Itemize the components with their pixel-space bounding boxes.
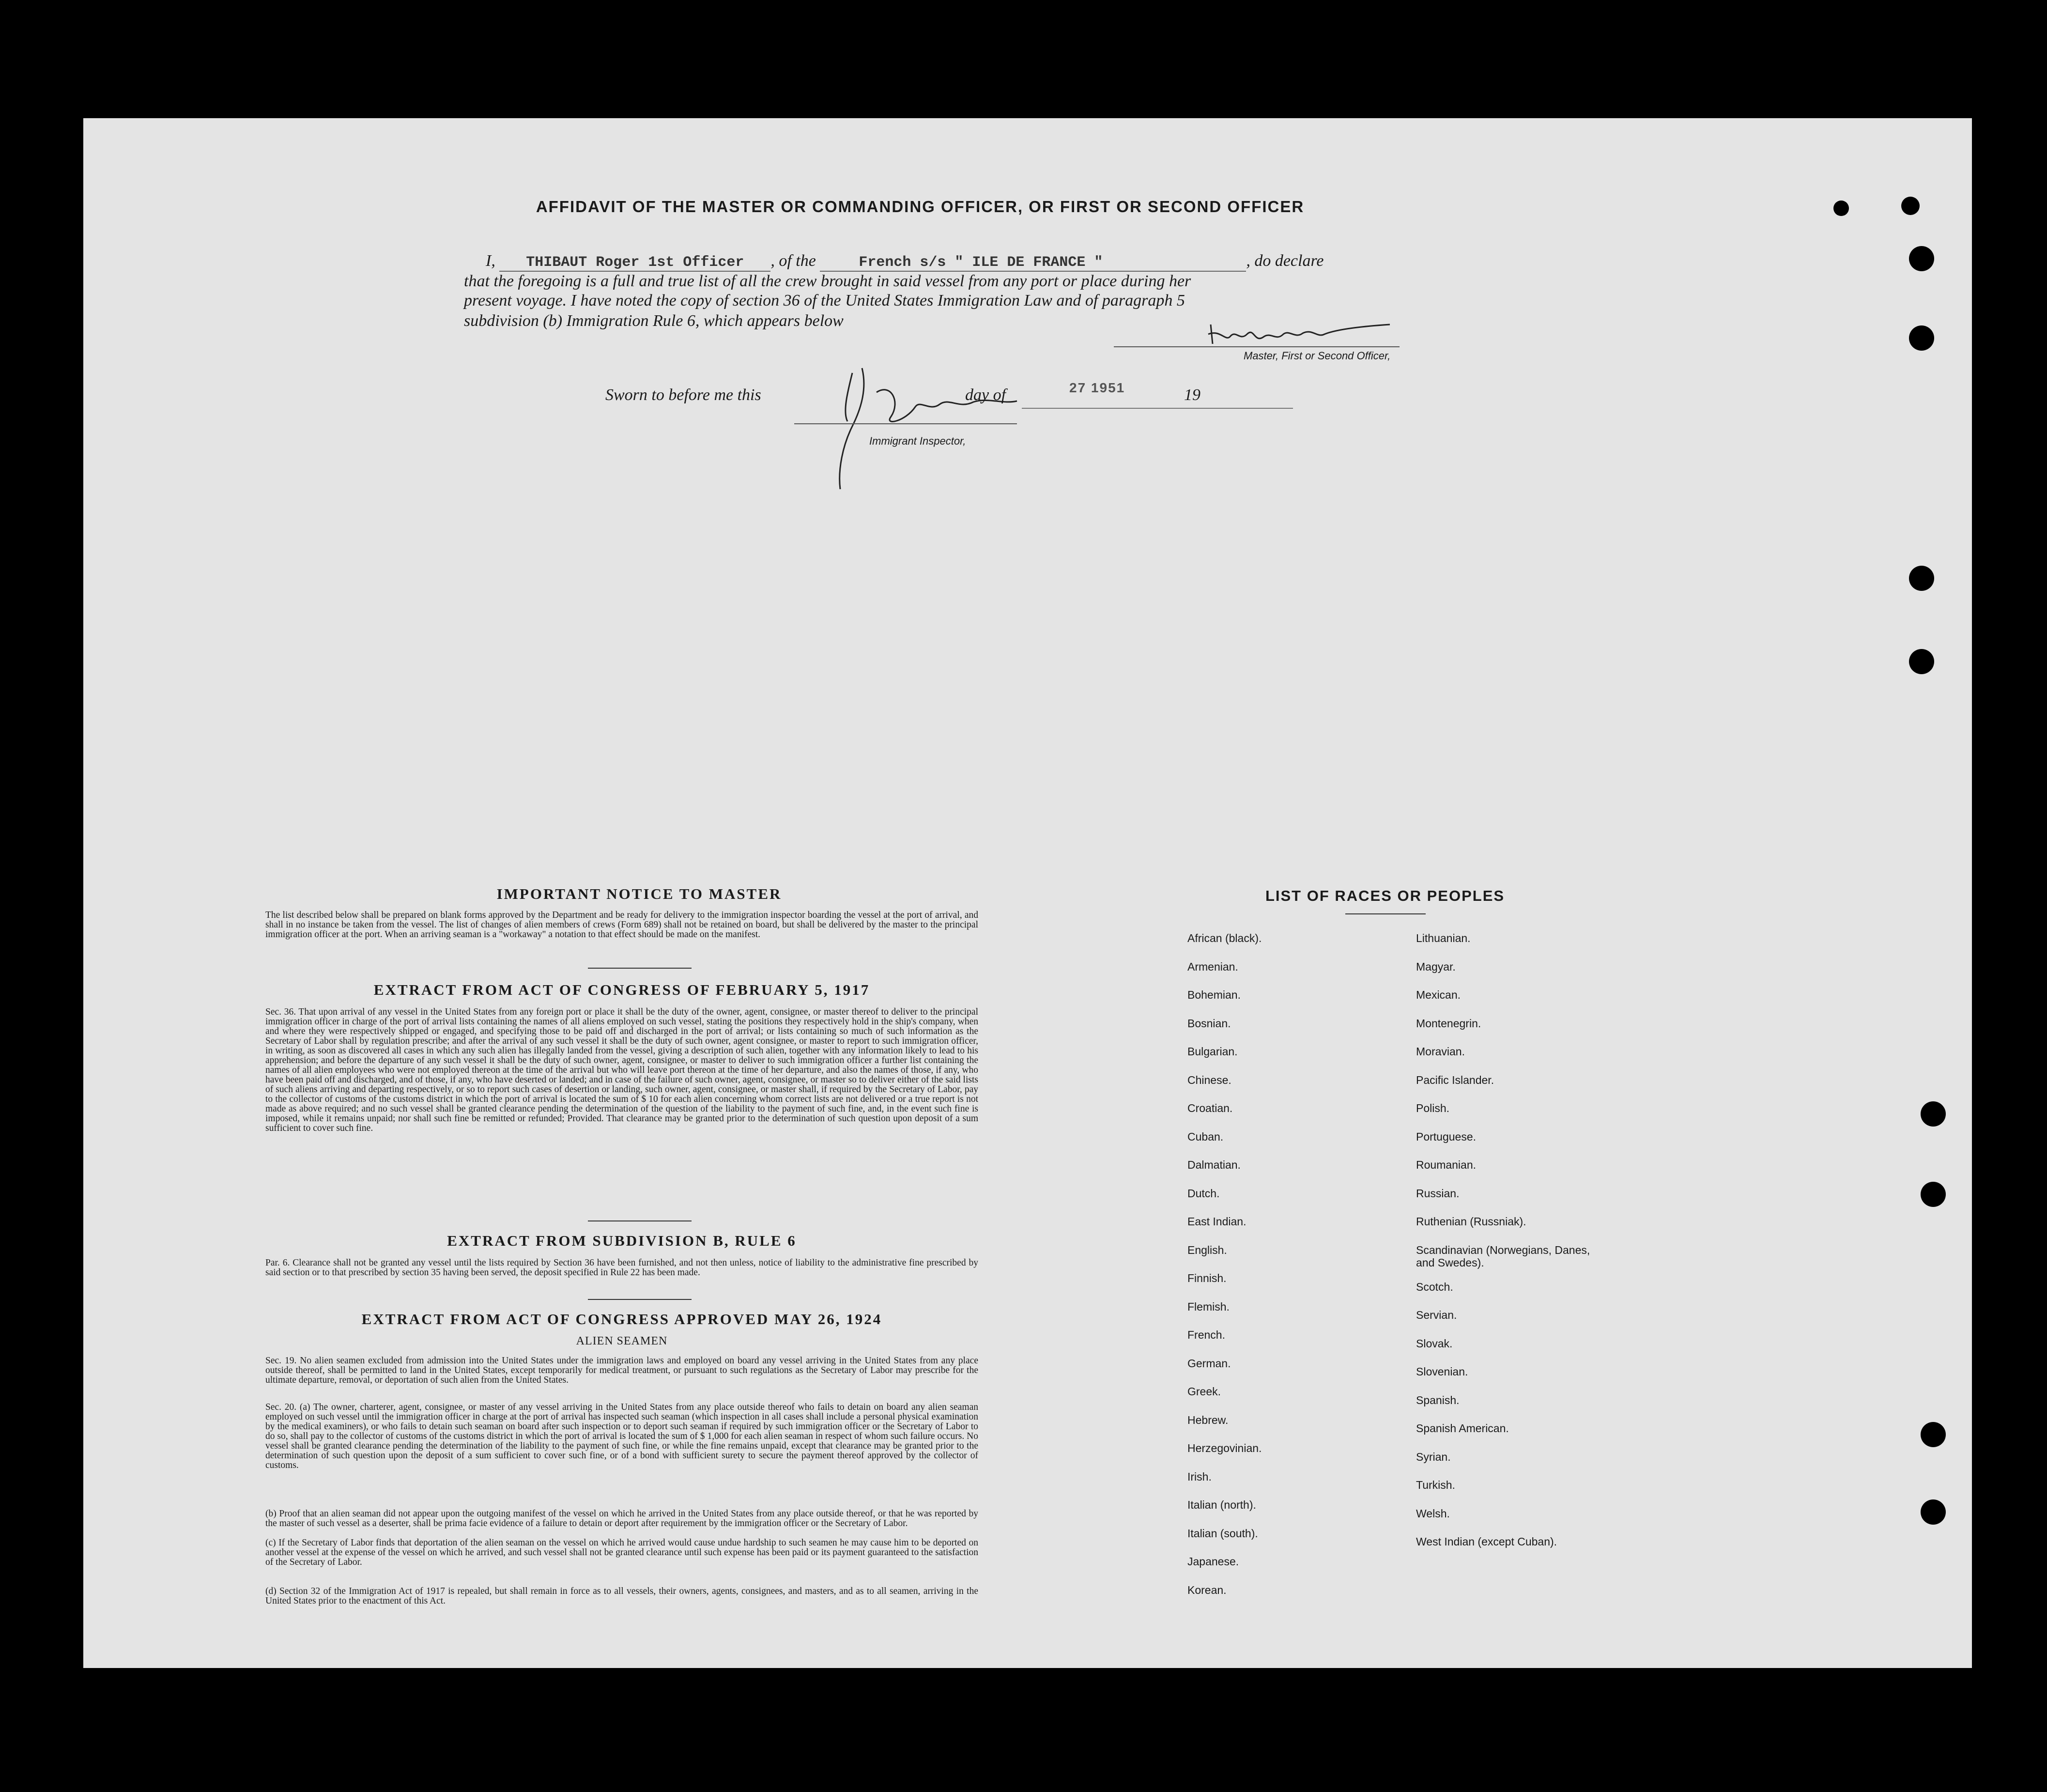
notice-title: IMPORTANT NOTICE TO MASTER <box>496 885 782 902</box>
race-item: Croatian. <box>1187 1102 1233 1114</box>
binder-hole <box>1921 1422 1946 1447</box>
notice-body: The list described below shall be prepared on blank forms approved by the Department and be ready for delivery to the immigration inspector boarding the vessel at the port of arrival, and shall in no instance be taken from the vessel. The list of changes of alien members of crews (Form 689) shall not be retained on board, but shall be delivered by the master to the principal immigration officer at the port. When an arriving seaman is a "workaway" a notation to that effect should be made on the manifest. <box>265 910 978 940</box>
race-item: Finnish. <box>1187 1272 1227 1284</box>
affidavit-line-2: that the foregoing is a full and true list of all the crew brought in said vessel from any port or place during her <box>464 272 1191 290</box>
binder-hole <box>1909 649 1934 674</box>
race-item: Magyar. <box>1416 960 1456 973</box>
race-item: Ruthenian (Russniak). <box>1416 1215 1526 1228</box>
race-item: Polish. <box>1416 1102 1450 1114</box>
race-item: Cuban. <box>1187 1130 1224 1143</box>
extract-1924-sec20c: (c) If the Secretary of Labor finds that deportation of the alien seaman on the vessel on which he arrived would cause undue hardship to such seamen he may cause him to be deported on another vessel at the expense of the vessel on which he arrived, and such vessel shall not be granted clearance until such expense has been paid or its payment guaranteed to the satisfaction of the Secretary of Labor. <box>265 1538 978 1567</box>
race-item: Bulgarian. <box>1187 1045 1238 1058</box>
races-title: LIST OF RACES OR PEOPLES <box>1265 887 1505 904</box>
race-item: Korean. <box>1187 1583 1227 1596</box>
race-item: Armenian. <box>1187 960 1238 973</box>
race-item: Spanish. <box>1416 1393 1460 1406</box>
rule-6-body: Par. 6. Clearance shall not be granted any vessel until the lists required by Section 36 have been furnished, and not then unless, notice of liability to the administrative fine prescribed by said section or to that prescribed by section 35 having been served, the deposit specified in Rule 22 has been made. <box>265 1258 978 1278</box>
race-item: Moravian. <box>1416 1045 1465 1058</box>
races-right-column <box>1416 932 1590 1564</box>
extract-1924-subtitle: ALIEN SEAMEN <box>576 1335 668 1347</box>
affidavit-line-1 <box>486 252 1324 272</box>
race-item: Hebrew. <box>1187 1413 1229 1426</box>
race-item: German. <box>1187 1357 1231 1370</box>
race-item: Russian. <box>1416 1187 1460 1200</box>
affidavit-line1-prefix: I, <box>486 252 495 270</box>
race-item: Scotch. <box>1416 1280 1453 1293</box>
sworn-date-stamp: 27 1951 <box>1069 380 1125 395</box>
binder-hole <box>1921 1182 1946 1207</box>
race-item: Spanish American. <box>1416 1422 1509 1435</box>
race-item: Irish. <box>1187 1470 1212 1483</box>
races-title-rule <box>1345 913 1426 914</box>
race-item: Japanese. <box>1187 1555 1239 1568</box>
race-item: West Indian (except Cuban). <box>1416 1535 1557 1548</box>
race-item: Italian (south). <box>1187 1527 1258 1540</box>
master-signature-caption: Master, First or Second Officer, <box>1244 350 1391 362</box>
race-item: Portuguese. <box>1416 1130 1477 1143</box>
binder-hole <box>1921 1101 1946 1127</box>
race-item: Dalmatian. <box>1187 1159 1241 1171</box>
race-item: English. <box>1187 1243 1227 1256</box>
race-item: Roumanian. <box>1416 1159 1477 1171</box>
extract-1924-sec20d: (d) Section 32 of the Immigration Act of 1917 is repealed, but shall remain in force as to all vessels, their owners, agents, consignees, and masters, and as to all seamen, arriving in the United States prior to the enactment of this Act. <box>265 1586 978 1606</box>
sworn-day-label: day of <box>965 386 1006 404</box>
section-divider <box>588 968 692 969</box>
race-item: Bosnian. <box>1187 1017 1231 1030</box>
extract-1924-sec20b: (b) Proof that an alien seaman did not appear upon the outgoing manifest of the vessel on which he arrived in the United States from any place outside thereof, or that he was reported by the master of such vessel as a deserter, shall be prima facie evidence of a failure to detain or deport after requirement by the immigration officer or the Secretary of Labor. <box>265 1509 978 1529</box>
section-divider <box>588 1299 692 1300</box>
race-item: African (black). <box>1187 932 1262 944</box>
race-item: Scandinavian (Norwegians, Danes, and Swedes). <box>1416 1243 1590 1269</box>
race-item: Turkish. <box>1416 1479 1455 1491</box>
extract-1924-sec19: Sec. 19. No alien seamen excluded from admission into the United States under the immigration laws and employed on board any vessel arriving in the United States from any place outside thereof, shall be permitted to land in the United States, except temporarily for medical treatment, or pursuant to such regulations as the Secretary of Labor may prescribe for the ultimate departure, removal, or deportation of such alien from the United States. <box>265 1356 978 1385</box>
race-item: Syrian. <box>1416 1450 1451 1463</box>
section-divider <box>588 1220 692 1221</box>
binder-hole <box>1901 197 1920 215</box>
race-item: Pacific Islander. <box>1416 1073 1494 1086</box>
binder-hole <box>1909 325 1934 351</box>
race-item: East Indian. <box>1187 1215 1247 1228</box>
sworn-year-prefix: 19 <box>1184 386 1200 404</box>
race-item: Flemish. <box>1187 1300 1230 1313</box>
binder-hole <box>1833 201 1849 216</box>
race-item: Italian (north). <box>1187 1498 1256 1511</box>
affidavit-line1-mid: , of the <box>770 252 816 270</box>
race-item: Slovenian. <box>1416 1365 1468 1378</box>
master-signature <box>1109 315 1400 354</box>
extract-1917-title: EXTRACT FROM ACT OF CONGRESS OF FEBRUARY 5, 1917 <box>373 981 870 998</box>
officer-name-field <box>499 252 770 272</box>
race-item: Bohemian. <box>1187 989 1241 1001</box>
race-item: Montenegrin. <box>1416 1017 1481 1030</box>
vessel-field <box>820 252 1246 272</box>
race-item: Servian. <box>1416 1309 1457 1321</box>
binder-hole <box>1921 1499 1946 1525</box>
race-item: Herzegovinian. <box>1187 1442 1262 1454</box>
race-item: Chinese. <box>1187 1073 1231 1086</box>
inspector-signature <box>794 363 1065 494</box>
race-item: Welsh. <box>1416 1507 1450 1520</box>
affidavit-line1-suffix: , do declare <box>1246 252 1324 270</box>
extract-1924-title: EXTRACT FROM ACT OF CONGRESS APPROVED MAY 26, 1924 <box>361 1311 882 1328</box>
officer-name: THIBAUT Roger 1st Officer <box>526 254 744 271</box>
race-item: French. <box>1187 1329 1225 1341</box>
race-item: Lithuanian. <box>1416 932 1471 944</box>
extract-1917-body: Sec. 36. That upon arrival of any vessel in the United States from any foreign port or place it shall be the duty of the owner, agent, consignee, or master thereof to deliver to the principal immigration officer in charge of the port of arrival lists containing the names of all aliens employed on such vessel, stating the positions they respectively hold in the ship's company, when and where they were respectively shipped or engaged, and specifying those to be paid off and discharged in the port of arrival; or lists containing so much of such information as the Secretary of Labor shall by regulation prescribe; and after the arrival of any such vessel it shall be the duty of such owner, agent consignee, or master to report to such immigration officer, in writing, as soon as discovered all cases in which any such alien has illegally landed from the vessel, giving a description of such alien, together with any information likely to lead to his apprehension; and before the departure of any such vessel it shall be the duty of such owner, agent, consignee, or master to deliver to such immigration officer a further list containing the names of all alien employees who were not employed thereon at the time of the arrival but who will leave port thereon at the time of her departure, and also the names of those, if any, who have been paid off and discharged, and of those, if any, who have deserted or landed; and in case of the failure of such owner, agent, consignee, or master so to deliver either of the said lists of such aliens arriving and departing respectively, or so to report such cases of desertion or landing, such owner, agent, consignee, or master shall, if required by the Secretary of Labor, pay to the collector of customs of the customs district in which the port of arrival is located the sum of $ 10 for each alien concerning whom correct lists are not delivered or a true report is not made as above required; and no such vessel shall be granted clearance pending the determination of the question of the liability to the payment of such fine, and, in the event such fine is imposed, while it remains unpaid; nor shall such fine be remitted or refunded; Provided. That clearance may be granted prior to the determination of such question upon deposit of a sum sufficient to cover such fine. <box>265 1007 978 1133</box>
affidavit-line-4: subdivision (b) Immigration Rule 6, which appears below <box>464 312 844 330</box>
races-left-column <box>1187 932 1262 1612</box>
extract-1924-sec20a: Sec. 20. (a) The owner, charterer, agent, consignee, or master of any vessel arriving in the United States from any place outside thereof who fails to detain on board any alien seaman employed on such vessel until the immigration officer in charge at the port of arrival has inspected such seaman (which inspection in all cases shall include a personal physical examination by the medical examiners), or who fails to detain such seaman on board after such inspection or to deport such seaman if required by such immigration officer or the Secretary of Labor to do so, shall pay to the collector of customs of the customs district in which the port of arrival is located the sum of $ 1,000 for each alien seaman in respect of whom such failure occurs. No vessel shall be granted clearance pending the determination of the liability to the payment of such fine, or while the fine remains unpaid, except that clearance may be granted prior to the determination of such question upon the deposit of a sum sufficient to cover such fine, or of a bond with sufficient surety to secure the payment thereof approved by the collector of customs. <box>265 1402 978 1470</box>
affidavit-line-3: present voyage. I have noted the copy of section 36 of the United States Immigration Law and of paragraph 5 <box>464 292 1185 309</box>
inspector-caption: Immigrant Inspector, <box>869 435 966 447</box>
race-item: Slovak. <box>1416 1337 1453 1350</box>
binder-hole <box>1909 246 1934 271</box>
race-item: Greek. <box>1187 1385 1221 1398</box>
binder-hole <box>1909 566 1934 591</box>
race-item: Mexican. <box>1416 989 1461 1001</box>
sworn-prefix: Sworn to before me this <box>605 386 761 404</box>
affidavit-title: AFFIDAVIT OF THE MASTER OR COMMANDING OFFICER, OR FIRST OR SECOND OFFICER <box>536 198 1305 216</box>
vessel-name: French s/s " ILE DE FRANCE " <box>859 254 1103 271</box>
sworn-date-line <box>1022 408 1293 409</box>
rule-6-title: EXTRACT FROM SUBDIVISION B, RULE 6 <box>447 1232 797 1249</box>
race-item: Dutch. <box>1187 1187 1220 1200</box>
